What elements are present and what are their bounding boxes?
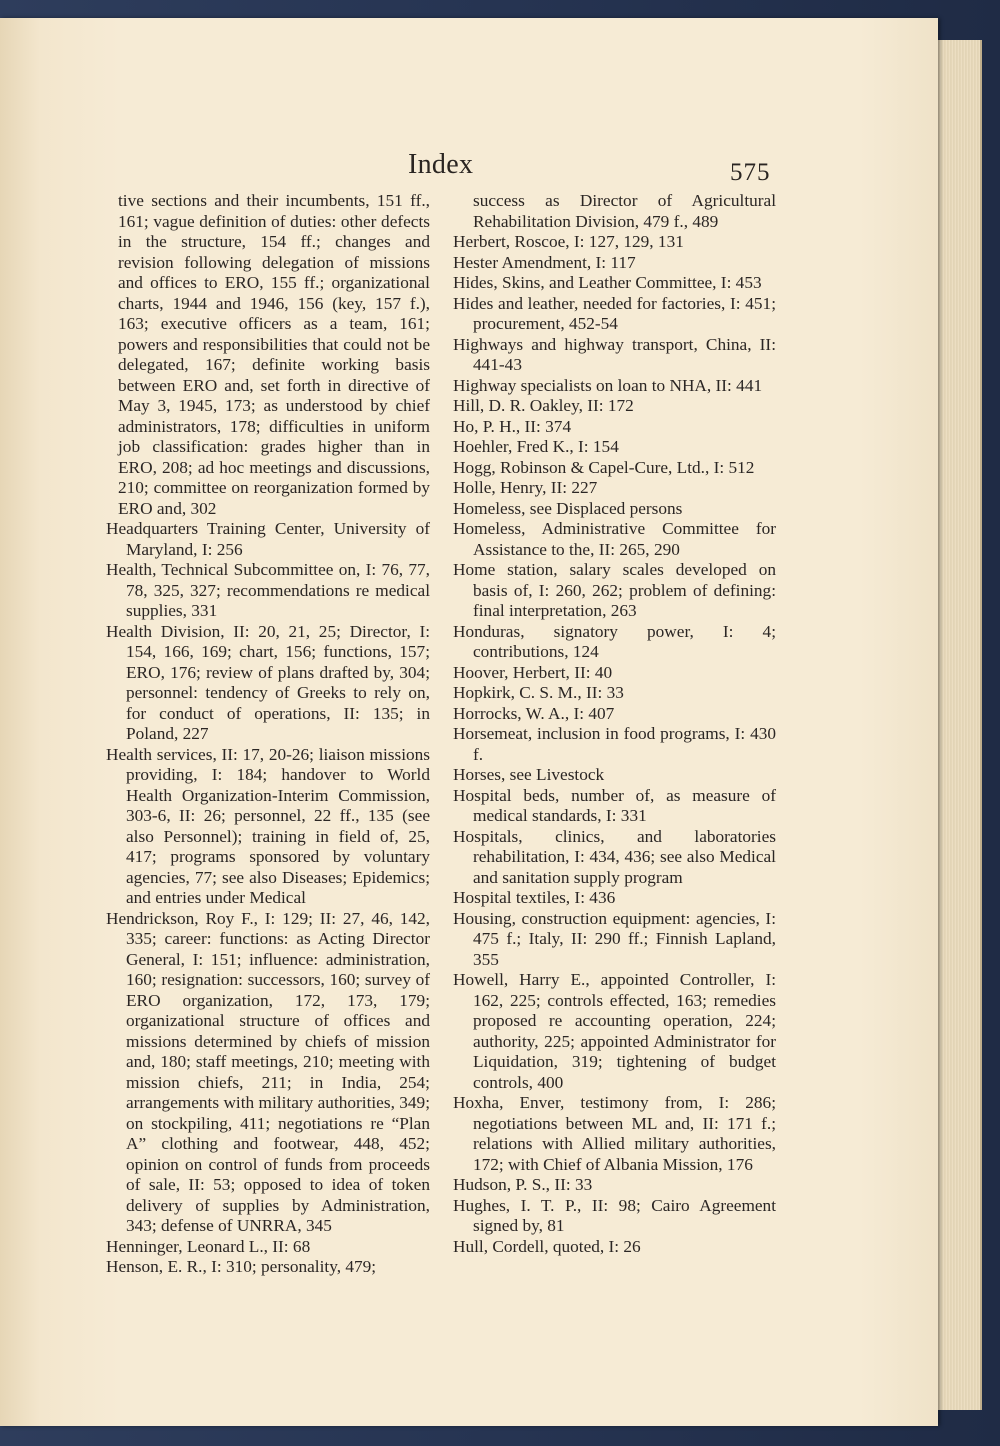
index-entry: Hughes, I. T. P., II: 98; Cairo Agreement signed by, 81: [453, 1195, 776, 1235]
index-column-left: [106, 191, 430, 1278]
index-entry: Homeless, see Displaced persons: [453, 498, 683, 518]
index-entry: Health, Technical Subcommittee on, I: 76, 77, 78, 325, 327; recommendations re medical supplies, 331: [106, 560, 430, 620]
index-entry: Hoover, Herbert, II: 40: [453, 662, 613, 682]
book-page: [0, 18, 938, 1426]
index-entry: Ho, P. H., II: 374: [453, 416, 572, 436]
index-entry: Hendrickson, Roy F., I: 129; II: 27, 46, 142, 335; career: functions: as Acting Director General, I: 151; influence: administration, 160; resignation: successors, 160; survey of ERO organization, 172, 173, 179; organizational structure of offices and missions determined by chiefs of mission and, 180; staff meetings, 210; meeting with mission chiefs, 211; in India, 254; arrangements with military authorities, 349; on stockpiling, 411; negotiations re “Plan A” clothing and footwear, 448, 452; opinion on control of funds from proceeds of sale, II: 53; opposed to idea of token delivery of supplies by Administration, 343; defense of UNRRA, 345: [106, 908, 430, 1235]
index-entry: Highways and highway transport, China, II: 441-43: [453, 334, 776, 374]
index-entry: Hospital beds, number of, as measure of medical standards, I: 331: [453, 785, 776, 825]
index-entry: Honduras, signatory power, I: 4; contributions, 124: [453, 621, 776, 661]
index-entry: Horrocks, W. A., I: 407: [453, 703, 615, 723]
index-entry: Howell, Harry E., appointed Controller, I: 162, 225; controls effected, 163; remedies proposed re accounting operation, 224; authority, 225; appointed Administrator for Liquidation, 319; tightening of budget controls, 400: [453, 970, 776, 1092]
page-title: Index: [408, 149, 474, 180]
page-header: [0, 149, 938, 189]
index-entry: Health services, II: 17, 20-26; liaison missions providing, I: 184; handover to World Health Organization-Interim Commission, 303-6, II: 26; personnel, 22 ff., 135 (see also Personnel); training in field of, 25, 417; programs sponsored by voluntary agencies, 77; see also Diseases; Epidemics; and entries under Medical: [106, 744, 430, 907]
index-entry: Hopkirk, C. S. M., II: 33: [453, 683, 624, 702]
index-entry: Hudson, P. S., II: 33: [453, 1175, 593, 1194]
index-entry: Highway specialists on loan to NHA, II: 441: [453, 375, 763, 395]
index-entry: Home station, salary scales developed on basis of, I: 260, 262; problem of defining: final interpretation, 263: [453, 560, 776, 620]
index-entry: Housing, construction equipment: agencies, I: 475 f.; Italy, II: 290 ff.; Finnish Lapland, 355: [453, 908, 776, 969]
index-column-right: [453, 191, 776, 1257]
index-entry: Headquarters Training Center, University of Maryland, I: 256: [106, 519, 430, 559]
index-entry: Henninger, Leonard L., II: 68: [106, 1236, 311, 1256]
index-entry: Homeless, Administrative Committee for Assistance to the, II: 265, 290: [453, 519, 776, 559]
index-entry: Hospitals, clinics, and laboratories rehabilitation, I: 434, 436; see also Medical and sanitation supply program: [453, 826, 776, 887]
index-entry: Hill, D. R. Oakley, II: 172: [453, 396, 634, 415]
index-entry: Horses, see Livestock: [453, 765, 605, 784]
index-entry: success as Director of Agricultural Rehabilitation Division, 479 f., 489: [473, 191, 776, 231]
index-entry: Hoxha, Enver, testimony from, I: 286; negotiations between ML and, II: 171 f.; relations with Allied military authorities, 172; with Chief of Albania Mission, 176: [453, 1093, 776, 1174]
index-entry: Health Division, II: 20, 21, 25; Director, I: 154, 166, 169; chart, 156; functions, 157; ERO, 176; review of plans drafted by, 304; personnel: tendency of Greeks to rely on, for conduct of operations, II: 135; in Poland, 227: [106, 621, 430, 743]
index-entry: tive sections and their incumbents, 151 ff., 161; vague definition of duties: other defects in the structure, 154 ff.; changes and revision following delegation of missions and offices to ERO, 155 ff.; organizational charts, 1944 and 1946, 156 (key, 157 f.), 163; executive officers as a team, 161; powers and responsibilities that could not be delegated, 167; definite working basis between ERO and, set forth in directive of May 3, 1945, 173; as understood by chief administrators, 178; difficulties in uniform job classification: grades higher than in ERO, 208; ad hoc meetings and discussions, 210; committee on reorganization formed by ERO and, 302: [118, 191, 430, 518]
page-number: 575: [730, 159, 771, 186]
index-entry: Holle, Henry, II: 227: [453, 478, 598, 497]
index-entry: Hogg, Robinson & Capel-Cure, Ltd., I: 512: [453, 457, 755, 477]
index-entry: Hoehler, Fred K., I: 154: [453, 437, 619, 456]
index-entry: Hides, Skins, and Leather Committee, I: 453: [453, 273, 762, 292]
index-entry: Hull, Cordell, quoted, I: 26: [453, 1236, 641, 1256]
index-entry: Hester Amendment, I: 117: [453, 252, 636, 272]
index-entry: Horsemeat, inclusion in food programs, I: 430 f.: [453, 724, 776, 764]
index-entry: Henson, E. R., I: 310; personality, 479;: [106, 1257, 377, 1276]
index-entry: Hides and leather, needed for factories, I: 451; procurement, 452-54: [453, 293, 776, 333]
index-entry: Herbert, Roscoe, I: 127, 129, 131: [453, 232, 684, 251]
index-entry: Hospital textiles, I: 436: [453, 888, 616, 907]
